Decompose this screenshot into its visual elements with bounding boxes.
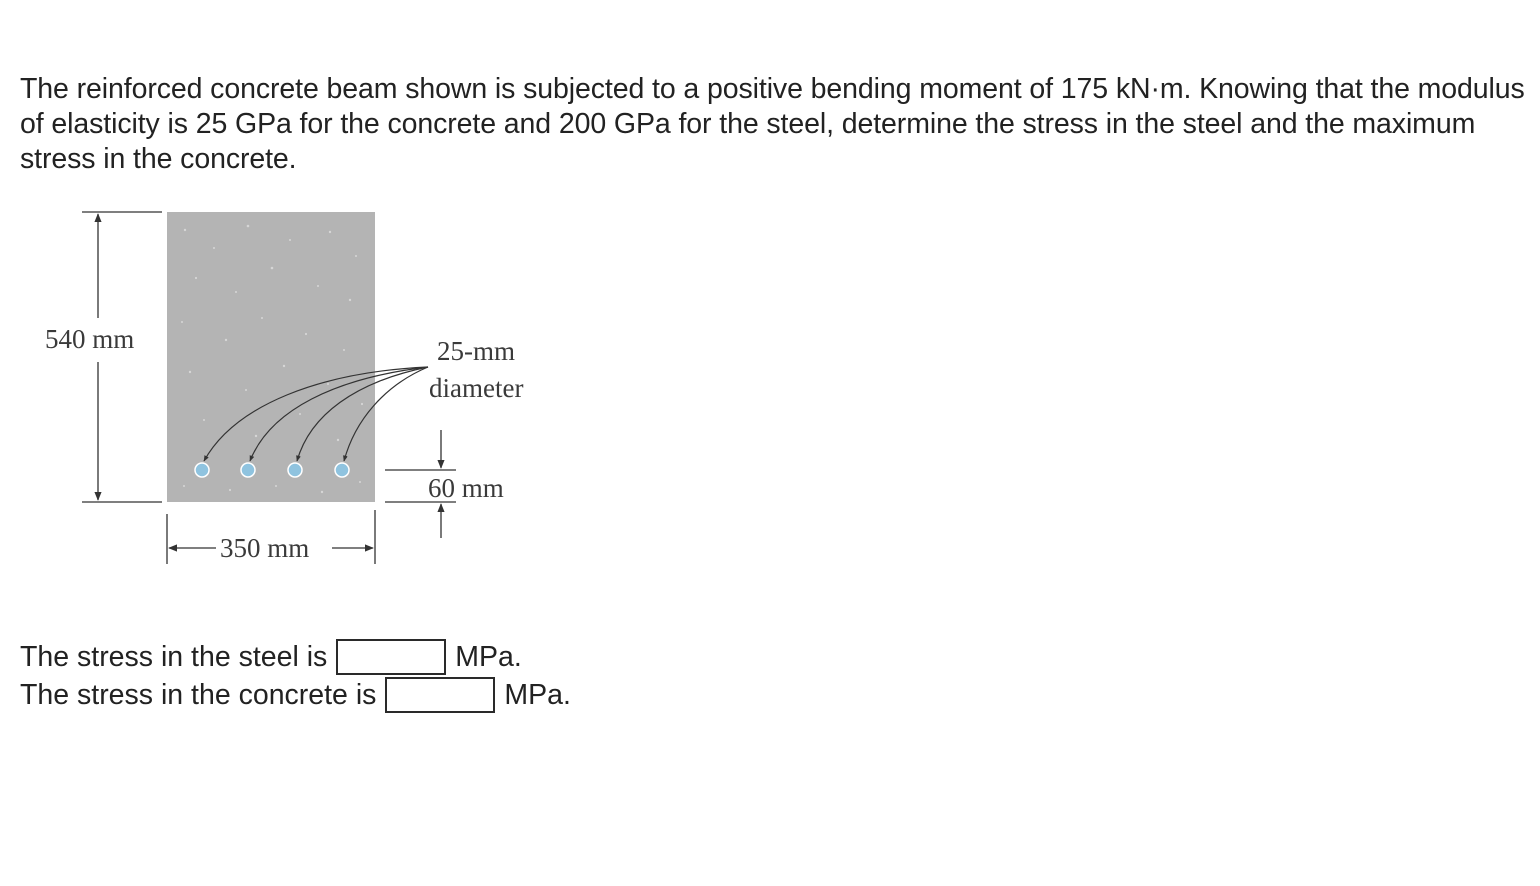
bar-diameter-label-line1: 25-mm (437, 336, 515, 366)
rebar-2 (241, 463, 255, 477)
steel-stress-unit: MPa. (455, 641, 522, 673)
bar-diameter-label-line2: diameter (429, 373, 524, 403)
rebar-4 (335, 463, 349, 477)
width-label: 350 mm (220, 533, 310, 563)
height-label: 540 mm (45, 324, 135, 354)
problem-statement: The reinforced concrete beam shown is subjected to a positive bending moment of 175 kN·m. Knowing that the modulus of elasticity is 25 GPa for the concrete and 200 GPa for the steel, determine the stress in the steel and the maximum stress in the concrete. (20, 73, 1525, 175)
concrete-stress-label: The stress in the concrete is (20, 679, 377, 711)
concrete-beam (167, 212, 375, 502)
concrete-stress-input[interactable] (385, 677, 495, 713)
steel-stress-row (20, 639, 522, 675)
rebar-1 (195, 463, 209, 477)
concrete-stress-unit: MPa. (504, 679, 571, 711)
steel-stress-input[interactable] (336, 639, 446, 675)
height-dimension (82, 212, 162, 502)
steel-stress-label: The stress in the steel is (20, 641, 328, 673)
cover-label: 60 mm (428, 473, 504, 503)
beam-cross-section-figure (0, 195, 620, 580)
concrete-stress-row (20, 677, 571, 713)
rebar-3 (288, 463, 302, 477)
